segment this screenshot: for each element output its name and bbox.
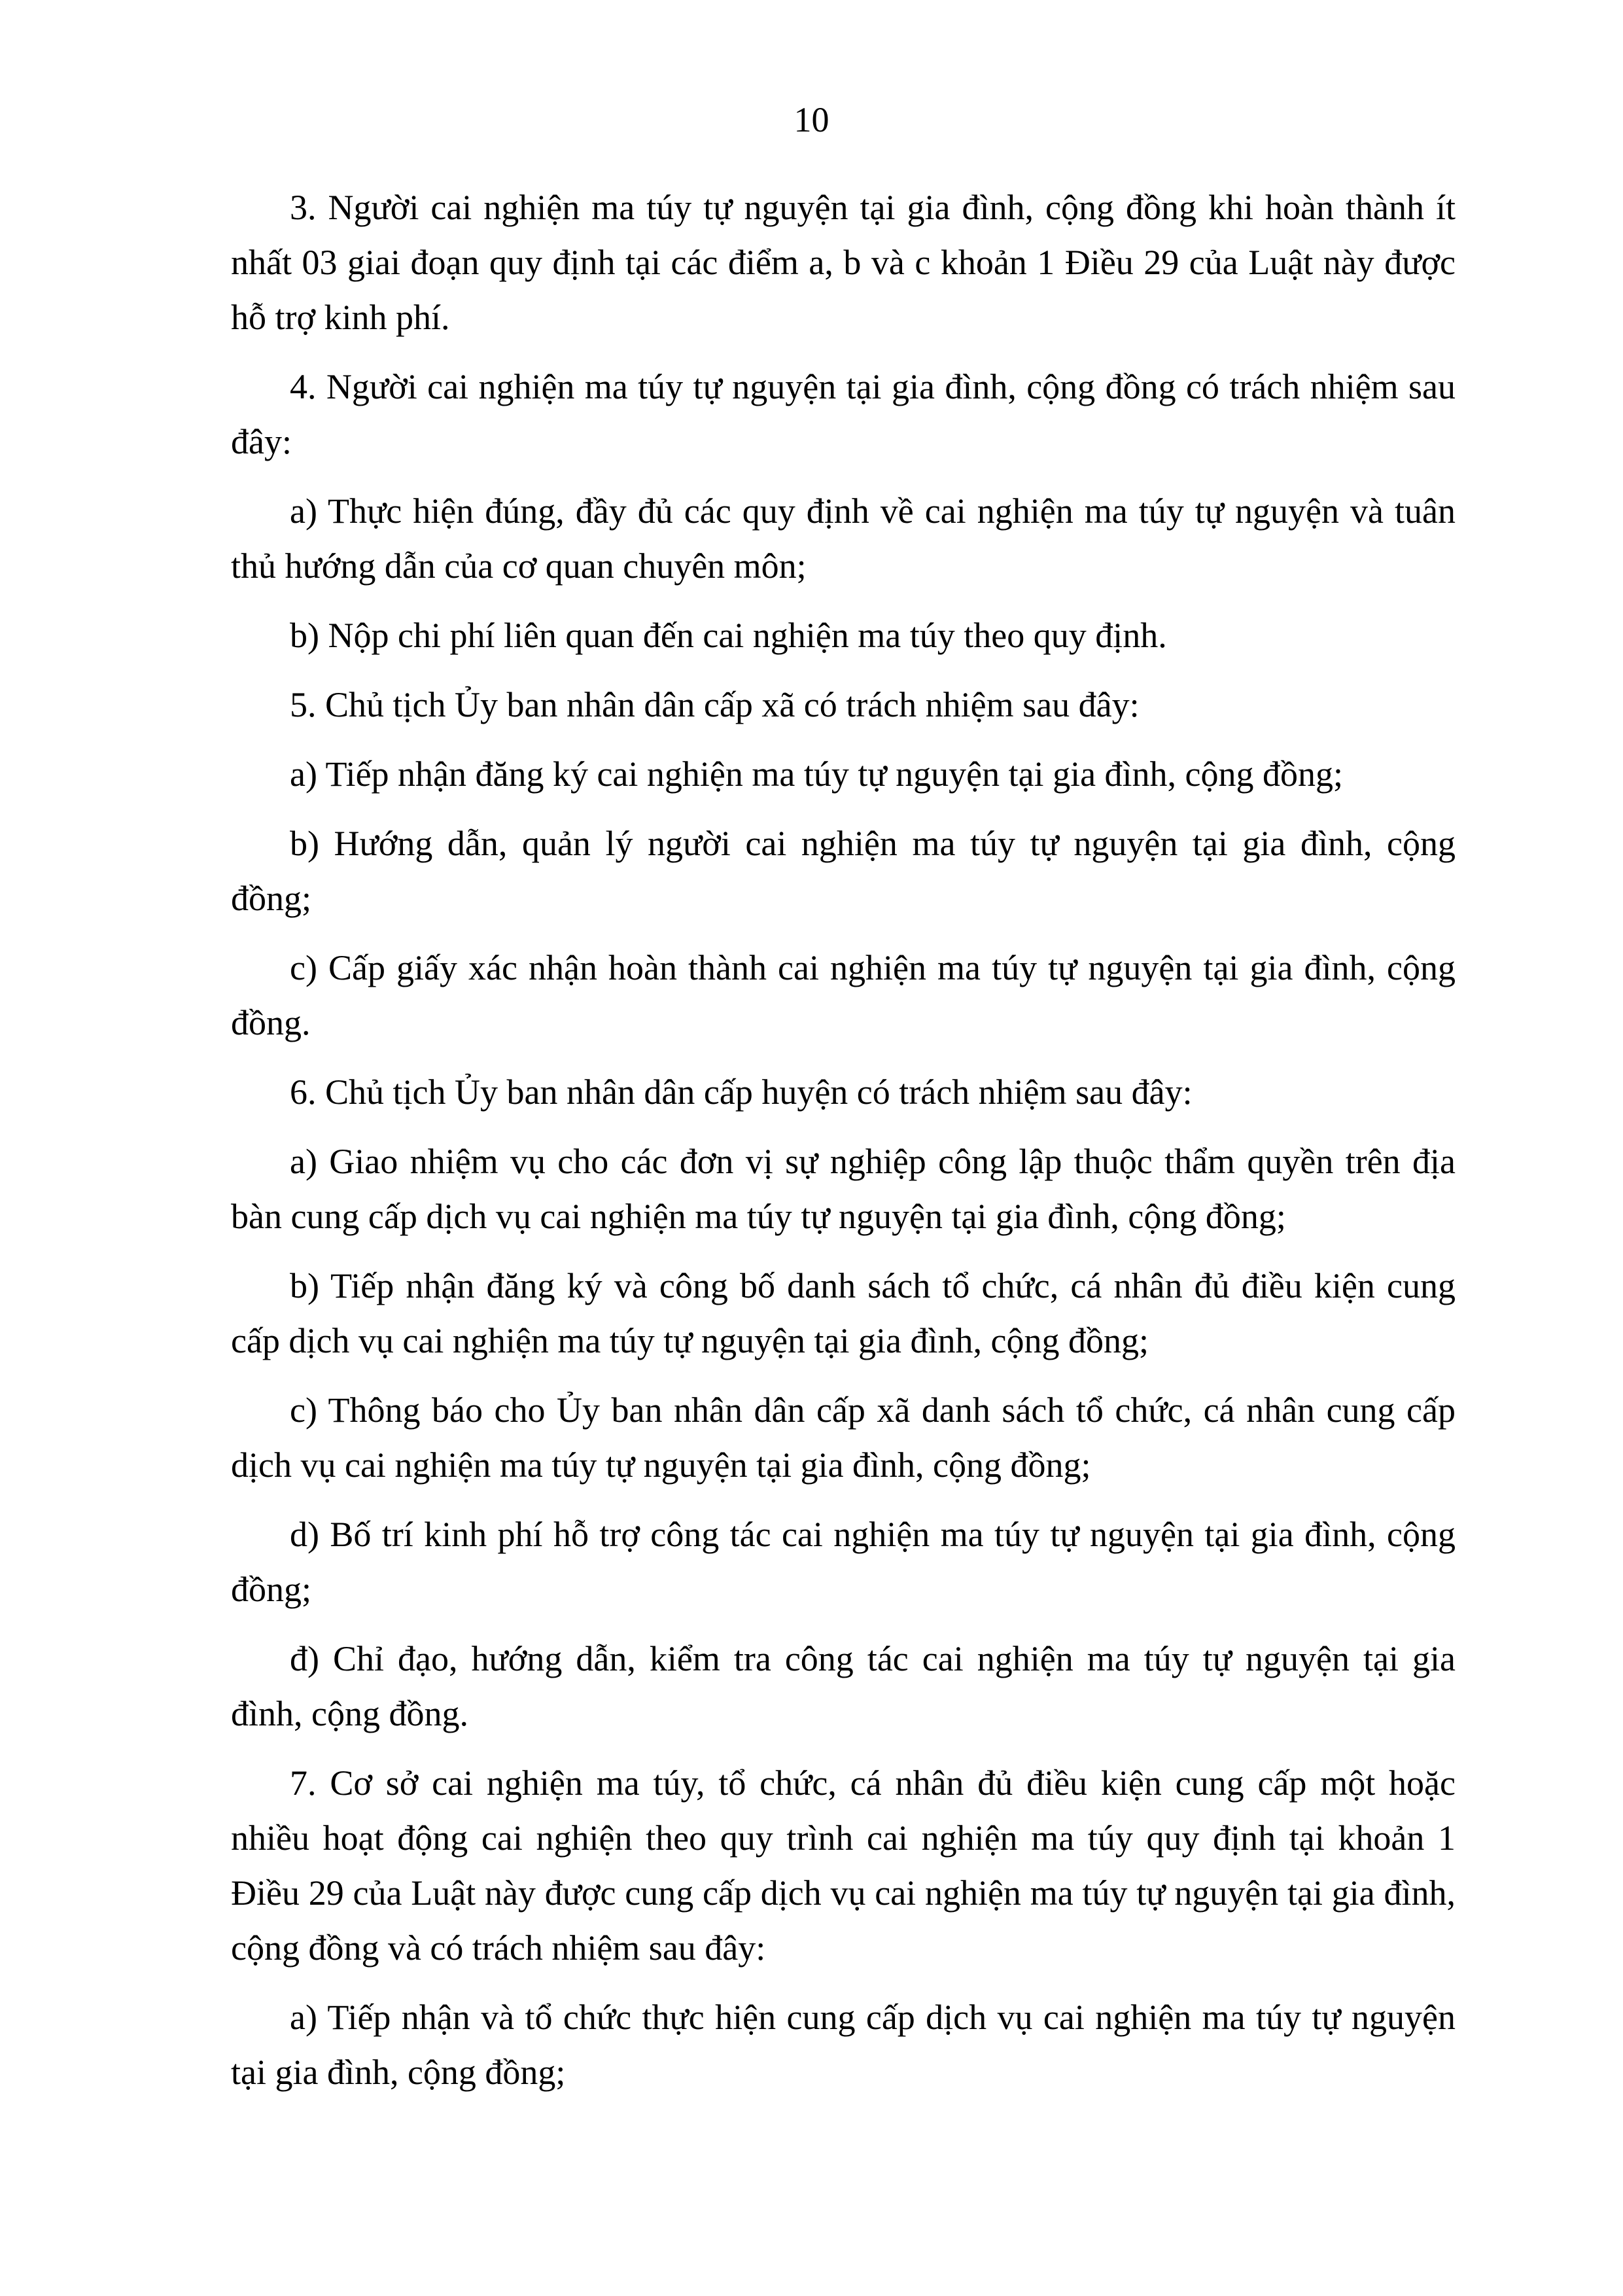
paragraph-5: 5. Chủ tịch Ủy ban nhân dân cấp xã có trách nhiệm sau đây:: [290, 685, 1140, 724]
paragraph-5c: c) Cấp giấy xác nhận hoàn thành cai nghiện ma túy tự nguyện tại gia đình, cộng đồng.: [231, 948, 1456, 1042]
paragraph-5a: a) Tiếp nhận đăng ký cai nghiện ma túy tự nguyện tại gia đình, cộng đồng;: [290, 754, 1344, 794]
paragraph-4a: a) Thực hiện đúng, đầy đủ các quy định về cai nghiện ma túy tự nguyện và tuân thủ hướng dẫn của cơ quan chuyên môn;: [231, 491, 1456, 586]
paragraph-6c: c) Thông báo cho Ủy ban nhân dân cấp xã danh sách tổ chức, cá nhân cung cấp dịch vụ cai nghiện ma túy tự nguyện tại gia đình, cộng đồng;: [231, 1390, 1456, 1485]
paragraph-4: 4. Người cai nghiện ma túy tự nguyện tại gia đình, cộng đồng có trách nhiệm sau đây:: [231, 367, 1456, 461]
paragraph-5b: b) Hướng dẫn, quản lý người cai nghiện ma túy tự nguyện tại gia đình, cộng đồng;: [231, 824, 1456, 918]
page-number: 10: [794, 100, 829, 139]
document-body: [231, 180, 1456, 2114]
paragraph-6d: d) Bố trí kinh phí hỗ trợ công tác cai nghiện ma túy tự nguyện tại gia đình, cộng đồng;: [231, 1515, 1456, 1609]
paragraph-3: 3. Người cai nghiện ma túy tự nguyện tại gia đình, cộng đồng khi hoàn thành ít nhất 03 giai đoạn quy định tại các điểm a, b và c khoản 1 Điều 29 của Luật này được hỗ trợ kinh phí.: [231, 188, 1456, 337]
paragraph-7: 7. Cơ sở cai nghiện ma túy, tổ chức, cá nhân đủ điều kiện cung cấp một hoặc nhiều hoạt động cai nghiện theo quy trình cai nghiện ma túy quy định tại khoản 1 Điều 29 của Luật này được cung cấp dịch vụ cai nghiện ma túy tự nguyện tại gia đình, cộng đồng và có trách nhiệm sau đây:: [231, 1763, 1456, 1968]
paragraph-6b: b) Tiếp nhận đăng ký và công bố danh sách tổ chức, cá nhân đủ điều kiện cung cấp dịch vụ cai nghiện ma túy tự nguyện tại gia đình, cộng đồng;: [231, 1266, 1456, 1360]
paragraph-6: 6. Chủ tịch Ủy ban nhân dân cấp huyện có trách nhiệm sau đây:: [290, 1072, 1193, 1112]
paragraph-6dd: đ) Chỉ đạo, hướng dẫn, kiểm tra công tác cai nghiện ma túy tự nguyện tại gia đình, cộng đồng.: [231, 1639, 1456, 1733]
paragraph-6a: a) Giao nhiệm vụ cho các đơn vị sự nghiệp công lập thuộc thẩm quyền trên địa bàn cung cấp dịch vụ cai nghiện ma túy tự nguyện tại gia đình, cộng đồng;: [231, 1142, 1456, 1236]
paragraph-4b: b) Nộp chi phí liên quan đến cai nghiện ma túy theo quy định.: [290, 616, 1167, 655]
paragraph-7a: a) Tiếp nhận và tổ chức thực hiện cung cấp dịch vụ cai nghiện ma túy tự nguyện tại gia đình, cộng đồng;: [231, 1998, 1456, 2092]
